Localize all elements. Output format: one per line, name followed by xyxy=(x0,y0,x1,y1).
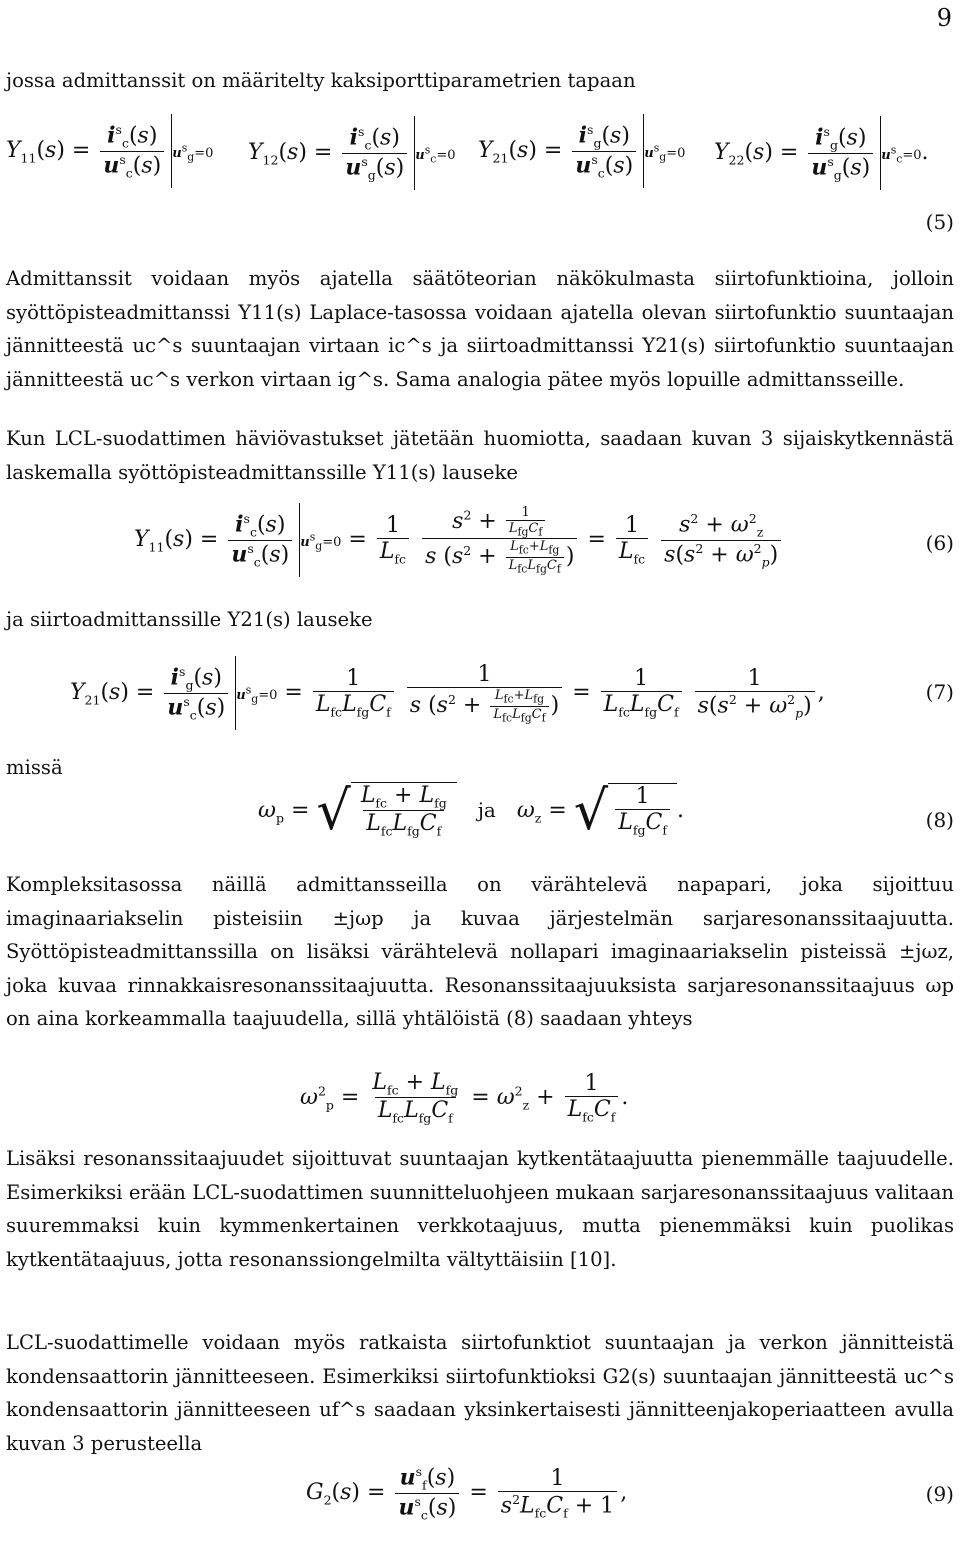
paragraph-resonance-design-text: Lisäksi resonanssitaajuudet sijoittuvat suuntaajan kytkentätaajuutta pienemmälle taajuudelle. Esimerkiksi erään LCL-suodattimen suunnitteluohjeen mukaan sarjaresonanssitaajuus valitaan suuremmaksi kuin kymmenkertainen verkkotaajuus, mutta pienemmäksi kuin puolikas kytkentätaajuus, jotta resonanssiongelmilta vältyttäisiin [10]. xyxy=(6,1147,954,1271)
eq5-y21: $Y_{21}(s)$ = $\frac{i^s_g(s)}{u^s_c(s)}$ $u^s_g=0$ xyxy=(478,114,685,188)
paragraph-transfer-admittance-text: ja siirtoadmittanssille Y21(s) lauseke xyxy=(6,608,373,631)
eq5-number: (5) xyxy=(925,210,954,234)
eq8-formula: $\omega_p$ = √ $\frac{L_{fc} + L_{fg}}{L_{fc}L_{fg}C_f}$ ja $\omega_z$ = √ $\frac{1}{L_{fg}C_f}$ . xyxy=(258,778,684,842)
eq7-number: (7) xyxy=(925,680,954,704)
equation-9 xyxy=(0,1456,960,1536)
eq5-y12: $Y_{12}(s)$ = $\frac{i^s_c(s)}{u^s_g(s)}$ $u^s_c=0$ xyxy=(248,116,456,190)
paragraph-lcl-intro-text: Kun LCL-suodattimen häviövastukset jätetään huomiotta, saadaan kuvan 3 sijaiskytkennästä laskemalla syöttöpisteadmittanssille Y11(s) lauseke xyxy=(6,427,954,484)
eq5-y22: $Y_{22}(s)$ = $\frac{i^s_g(s)}{u^s_g(s)}$ $u^s_c=0$. xyxy=(714,116,929,190)
paragraph-intro-text: jossa admittanssit on määritelty kaksiporttiparametrien tapaan xyxy=(6,69,636,92)
paragraph-resonance-design xyxy=(6,1142,954,1276)
eq9-number: (9) xyxy=(925,1482,954,1506)
eq6-formula: $Y_{11}(s)$ = $\frac{i^s_c(s)}{u^s_c(s)}$ $u^s_g=0$ = $\frac{1}{L_{fc}}$ $s^2$ + 1 $L_{fg}C_f$ s ($s^2$ + $L_{fc}+L_{fg}$ $L_{fc}L_{fg}C_f$ ) = $\frac{1}{L_{fc}}$ $\frac{s^2 + \omega^2_z}{s(s^2 + \omega^2_p)}$ xyxy=(134,503,784,577)
equation-7 xyxy=(0,652,960,752)
eq6-number: (6) xyxy=(925,531,954,555)
equation-6 xyxy=(0,495,960,605)
paragraph-lcl-intro xyxy=(6,422,954,489)
equation-relation xyxy=(0,1066,960,1146)
paragraph-poles-zeros xyxy=(6,868,954,1036)
paragraph-transfer-admittance xyxy=(6,608,373,631)
paragraph-capacitor-voltage-text: LCL-suodattimelle voidaan myös ratkaista siirtofunktiot suuntaajan ja verkon jännitteistä kondensaattorin jännitteeseen. Esimerkiksi siirtofunktioksi G2(s) suuntaajan jännitteestä uc^s kondensaattorin jännitteeseen uf^s saadaan yksinkertaisesti jännitteenjakoperiaatteen avulla kuvan 3 perusteella xyxy=(6,1331,954,1455)
eq-relation-formula: $\omega^2_p$ = $\frac{L_{fc} + L_{fg}}{L_{fc}L_{fg}C_f}$ = $\omega^2_z$ + $\frac{1}{L_{fc}C_f}$ . xyxy=(300,1070,629,1126)
eq7-formula: $Y_{21}(s)$ = $\frac{i^s_g(s)}{u^s_c(s)}$ $u^s_g=0$ = $\frac{1}{L_{fc}L_{fg}C_f}$ 1 s ($s^2$ + $L_{fc}+L_{fg}$ $L_{fc}L_{fg}C_f$ ) = $\frac{1}{L_{fc}L_{fg}C_f}$ $\frac{1}{s(s^2 + \omega^2_p)}$ , xyxy=(70,656,825,730)
paragraph-intro xyxy=(6,64,954,98)
paragraph-poles-zeros-text: Kompleksitasossa näillä admittansseilla on värähtelevä napapari, joka sijoittuu imaginaariakselin pisteisiin ±jωp ja kuvaa järjestelmän sarjaresonanssitaajuutta. Syöttöpisteadmittanssilla on lisäksi värähtelevä nollapari imaginaariakselin pisteissä ±jωz, joka kuvaa rinnakkaisresonanssitaajuutta. Resonanssitaajuuksista sarjaresonanssitaajuus ωp on aina korkeammalla taajuudella, sillä yhtälöistä (8) saadaan yhteys xyxy=(6,873,954,1030)
equation-8 xyxy=(0,776,960,872)
eq5-y11: $Y_{11}(s)$ = $\frac{i^s_c(s)}{u^s_c(s)}$ $u^s_g=0$ xyxy=(6,114,213,188)
eq9-formula: $G_2(s)$ = $\frac{u^s_f(s)}{u^s_c(s)}$ = $\frac{1}{s^2L_{fc}C_f + 1}$ , xyxy=(306,1464,628,1523)
equation-5 xyxy=(0,104,960,234)
page-number: 9 xyxy=(936,4,952,32)
paragraph-capacitor-voltage xyxy=(6,1326,954,1460)
paragraph-admittance-transfer-text: Admittanssit voidaan myös ajatella säätöteorian näkökulmasta siirtofunktioina, jolloin syöttöpisteadmittanssi Y11(s) Laplace-tasossa voidaan ajatella olevan siirtofunktio suuntaajan jännitteestä uc^s suuntaajan virtaan ic^s ja siirtoadmittanssi Y21(s) siirtofunktio suuntaajan jännitteestä uc^s verkon virtaan ig^s. Sama analogia pätee myös lopuille admittansseille. xyxy=(6,267,954,391)
paragraph-where-text: missä xyxy=(6,756,63,779)
eq8-number: (8) xyxy=(925,808,954,832)
paragraph-admittance-transfer xyxy=(6,262,954,396)
